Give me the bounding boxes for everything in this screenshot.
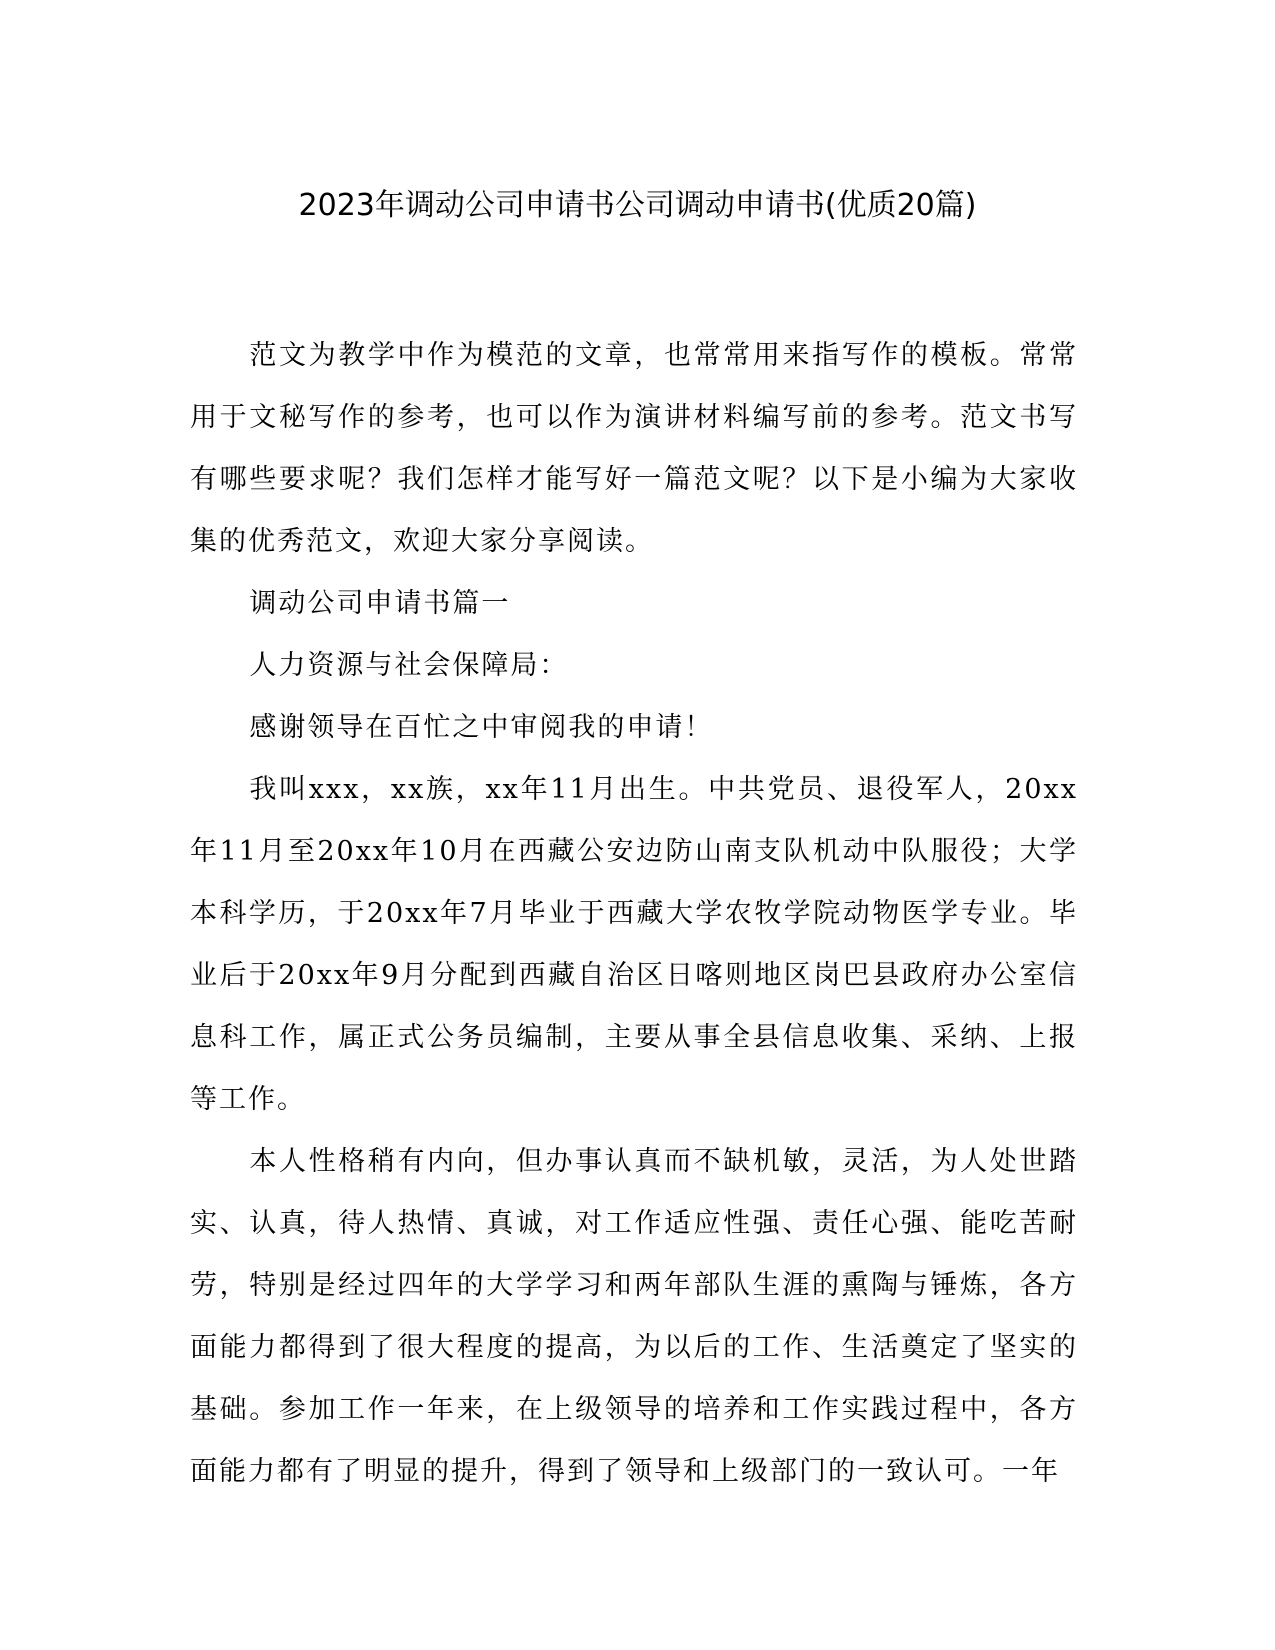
paragraph-character: 本人性格稍有内向，但办事认真而不缺机敏，灵活，为人处世踏实、认真，待人热情、真诚，对工作适应性强、责任心强、能吃苦耐劳，特别是经过四年的大学学习和两年部队生涯的熏陶与锤炼，各方面能力都得到了很大程度的提高，为以后的工作、生活奠定了坚实的基础。参加工作一年来，在上级领导的培养和工作实践过程中，各方面能力都有了明显的提升，得到了领导和上级部门的一致认可。一年: [190, 1146, 1078, 1487]
paragraph-thanks: 感谢领导在百忙之中审阅我的申请！: [249, 712, 714, 743]
section-heading: 调动公司申请书篇一: [249, 588, 511, 619]
paragraph-background: 我叫xxx，xx族，xx年11月出生。中共党员、退役军人，20xx年11月至20xx年10月在西藏公安边防山南支队机动中队服役；大学本科学历，于20xx年7月毕业于西藏大学农牧学院动物医学专业。毕业后于20xx年9月分配到西藏自治区日喀则地区岗巴县政府办公室信息科工作，属正式公务员编制，主要从事全县信息收集、采纳、上报等工作。: [190, 774, 1078, 1115]
paragraph-intro: 范文为教学中作为模范的文章，也常常用来指写作的模板。常常用于文秘写作的参考，也可以作为演讲材料编写前的参考。范文书写有哪些要求呢？我们怎样才能写好一篇范文呢？以下是小编为大家收集的优秀范文，欢迎大家分享阅读。: [190, 340, 1078, 557]
document-title: 2023年调动公司申请书公司调动申请书(优质20篇): [298, 188, 977, 223]
document-body: [190, 325, 1078, 1503]
salutation: 人力资源与社会保障局：: [249, 650, 569, 681]
